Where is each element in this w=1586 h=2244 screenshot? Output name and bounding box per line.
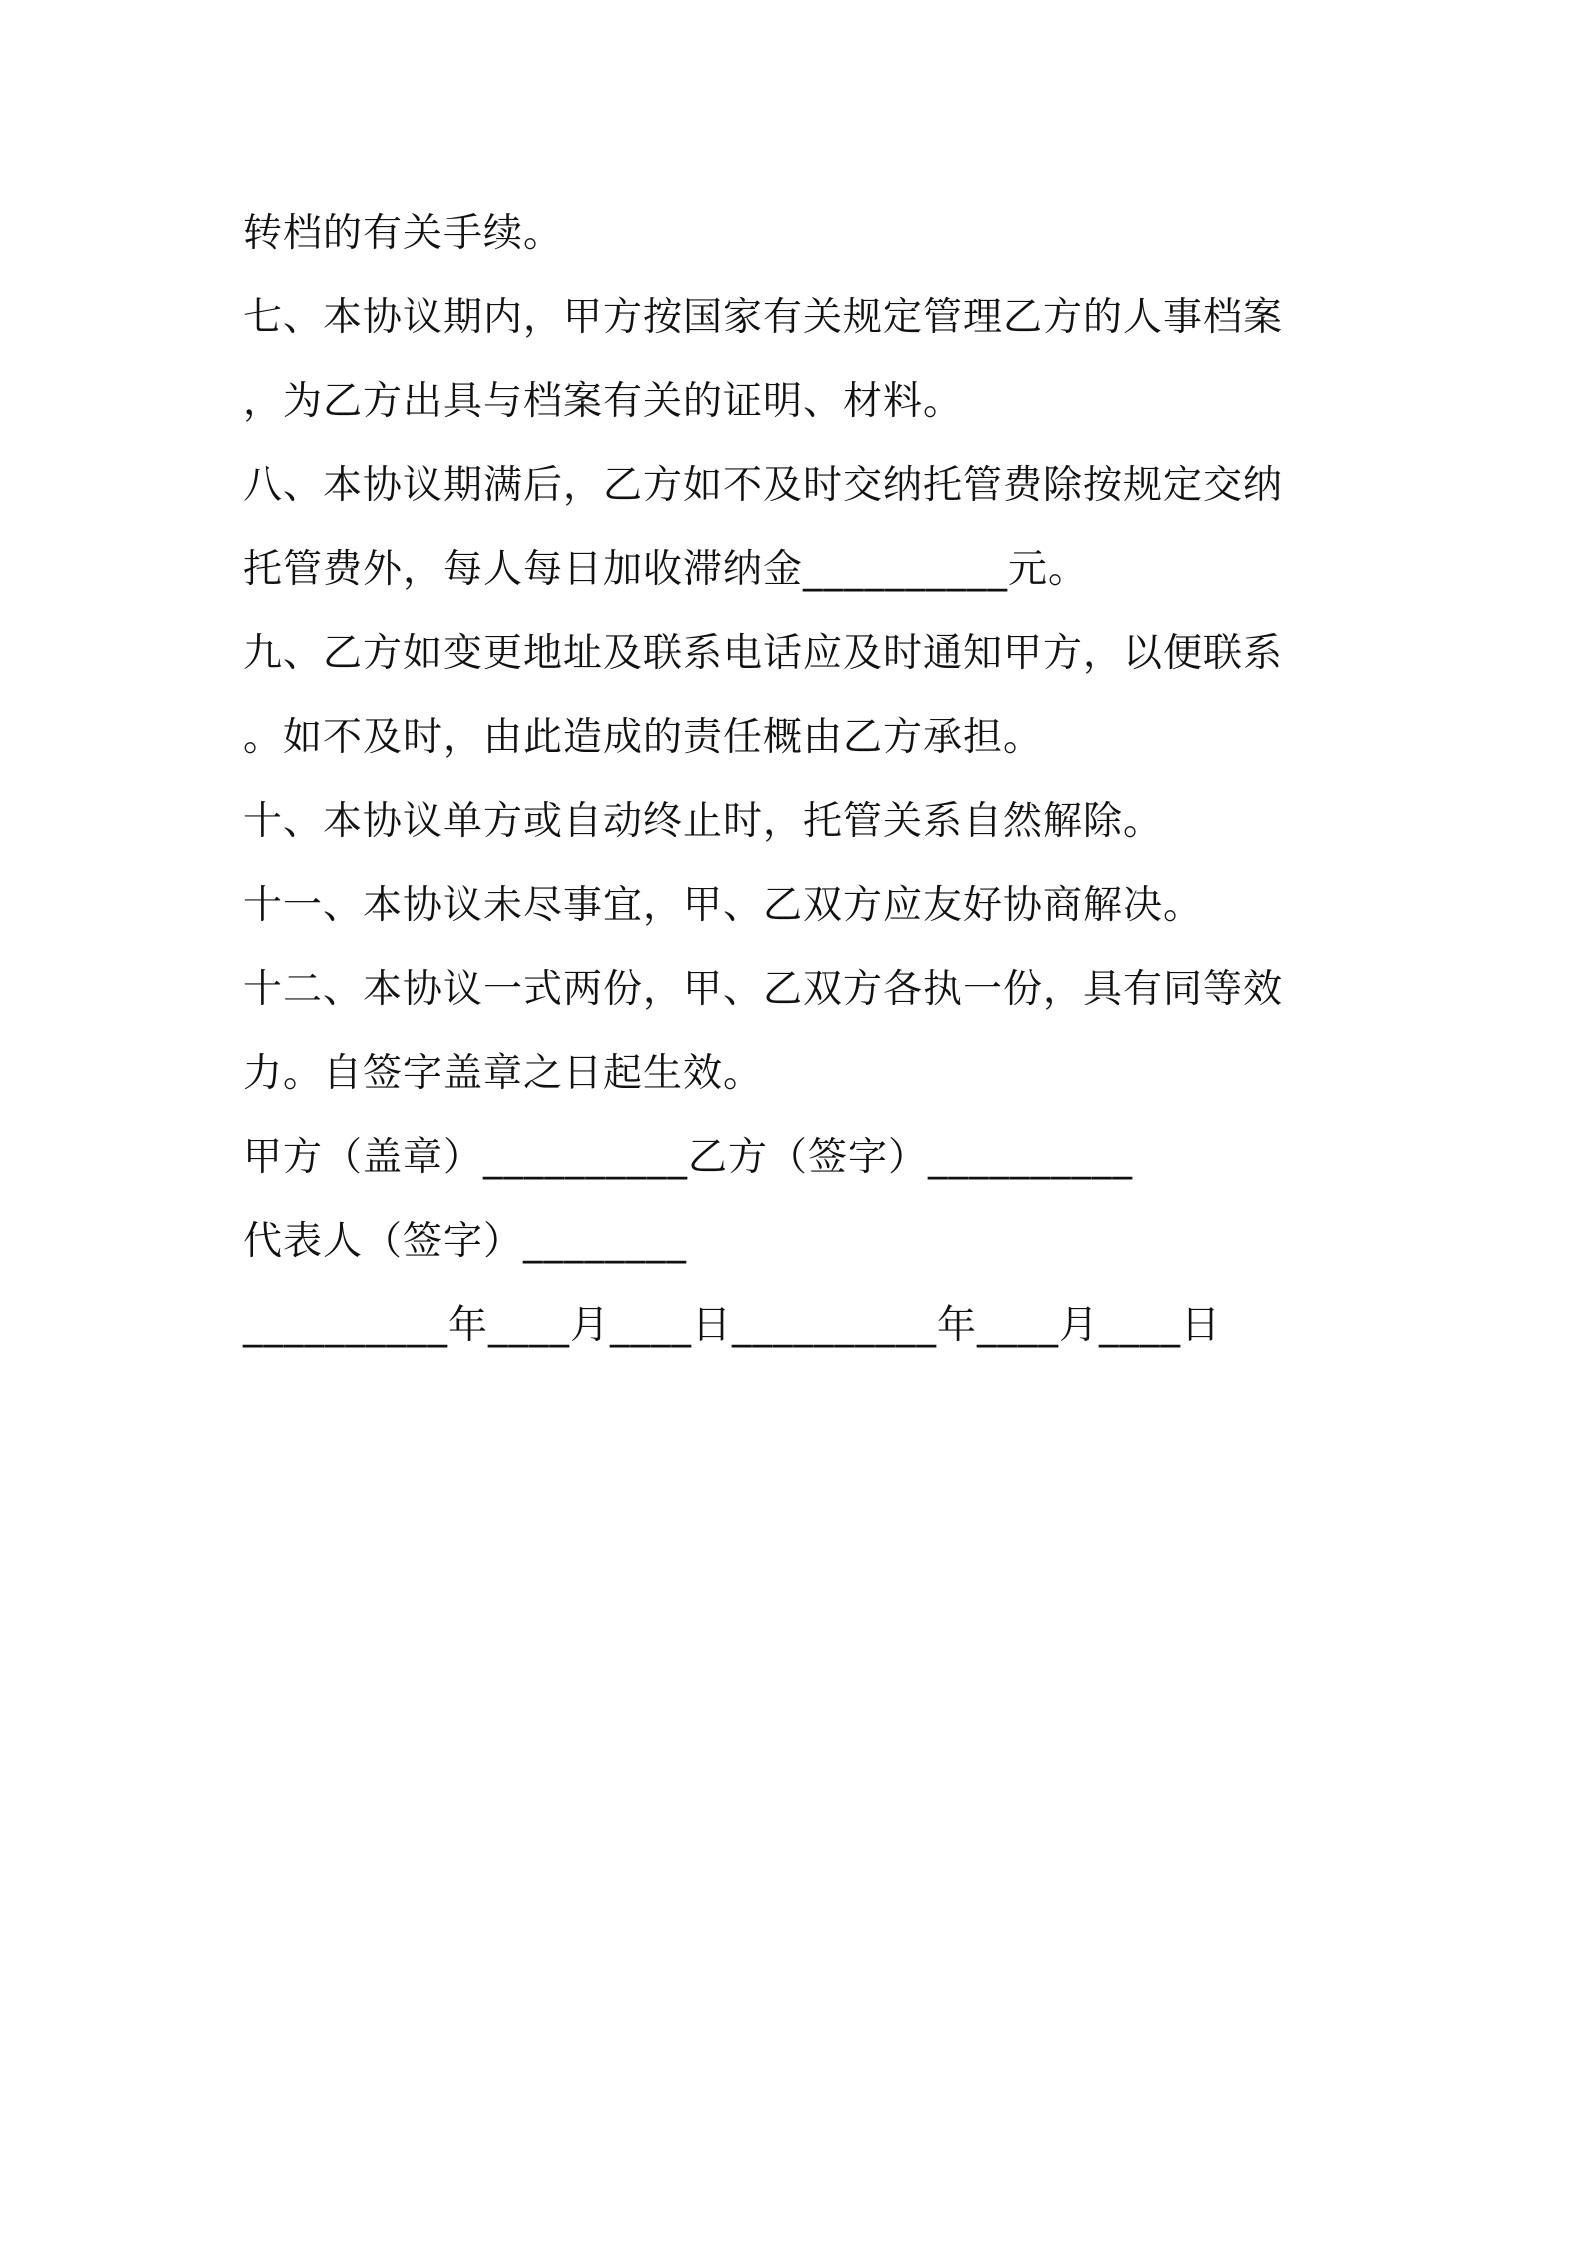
signature-line-parties: 甲方（盖章）__________乙方（签字）__________: [243, 1135, 1134, 1180]
clause-9-continued: 。如不及时，由此造成的责任概由乙方承担。: [243, 715, 1044, 760]
clause-8: 八、本协议期满后，乙方如不及时交纳托管费除按规定交纳: [243, 463, 1284, 508]
clause-7: 七、本协议期内，甲方按国家有关规定管理乙方的人事档案: [243, 295, 1284, 340]
clause-11: 十一、本协议未尽事宜，甲、乙双方应友好协商解决。: [243, 883, 1204, 928]
clause-12: 十二、本协议一式两份，甲、乙双方各执一份，具有同等效: [243, 967, 1284, 1012]
date-line: __________年____月____日__________年____月____日: [243, 1303, 1222, 1348]
clause-8-continued: 托管费外，每人每日加收滞纳金__________元。: [243, 547, 1089, 592]
clause-7-continued: ，为乙方出具与档案有关的证明、材料。: [243, 379, 964, 424]
document-body: [243, 192, 1363, 1368]
signature-line-representative: 代表人（签字）________: [243, 1219, 688, 1264]
text-line-continuation: 转档的有关手续。: [243, 211, 564, 256]
clause-10: 十、本协议单方或自动终止时，托管关系自然解除。: [243, 799, 1164, 844]
clause-9: 九、乙方如变更地址及联系电话应及时通知甲方，以便联系: [243, 631, 1284, 676]
clause-12-continued: 力。自签字盖章之日起生效。: [243, 1051, 764, 1096]
